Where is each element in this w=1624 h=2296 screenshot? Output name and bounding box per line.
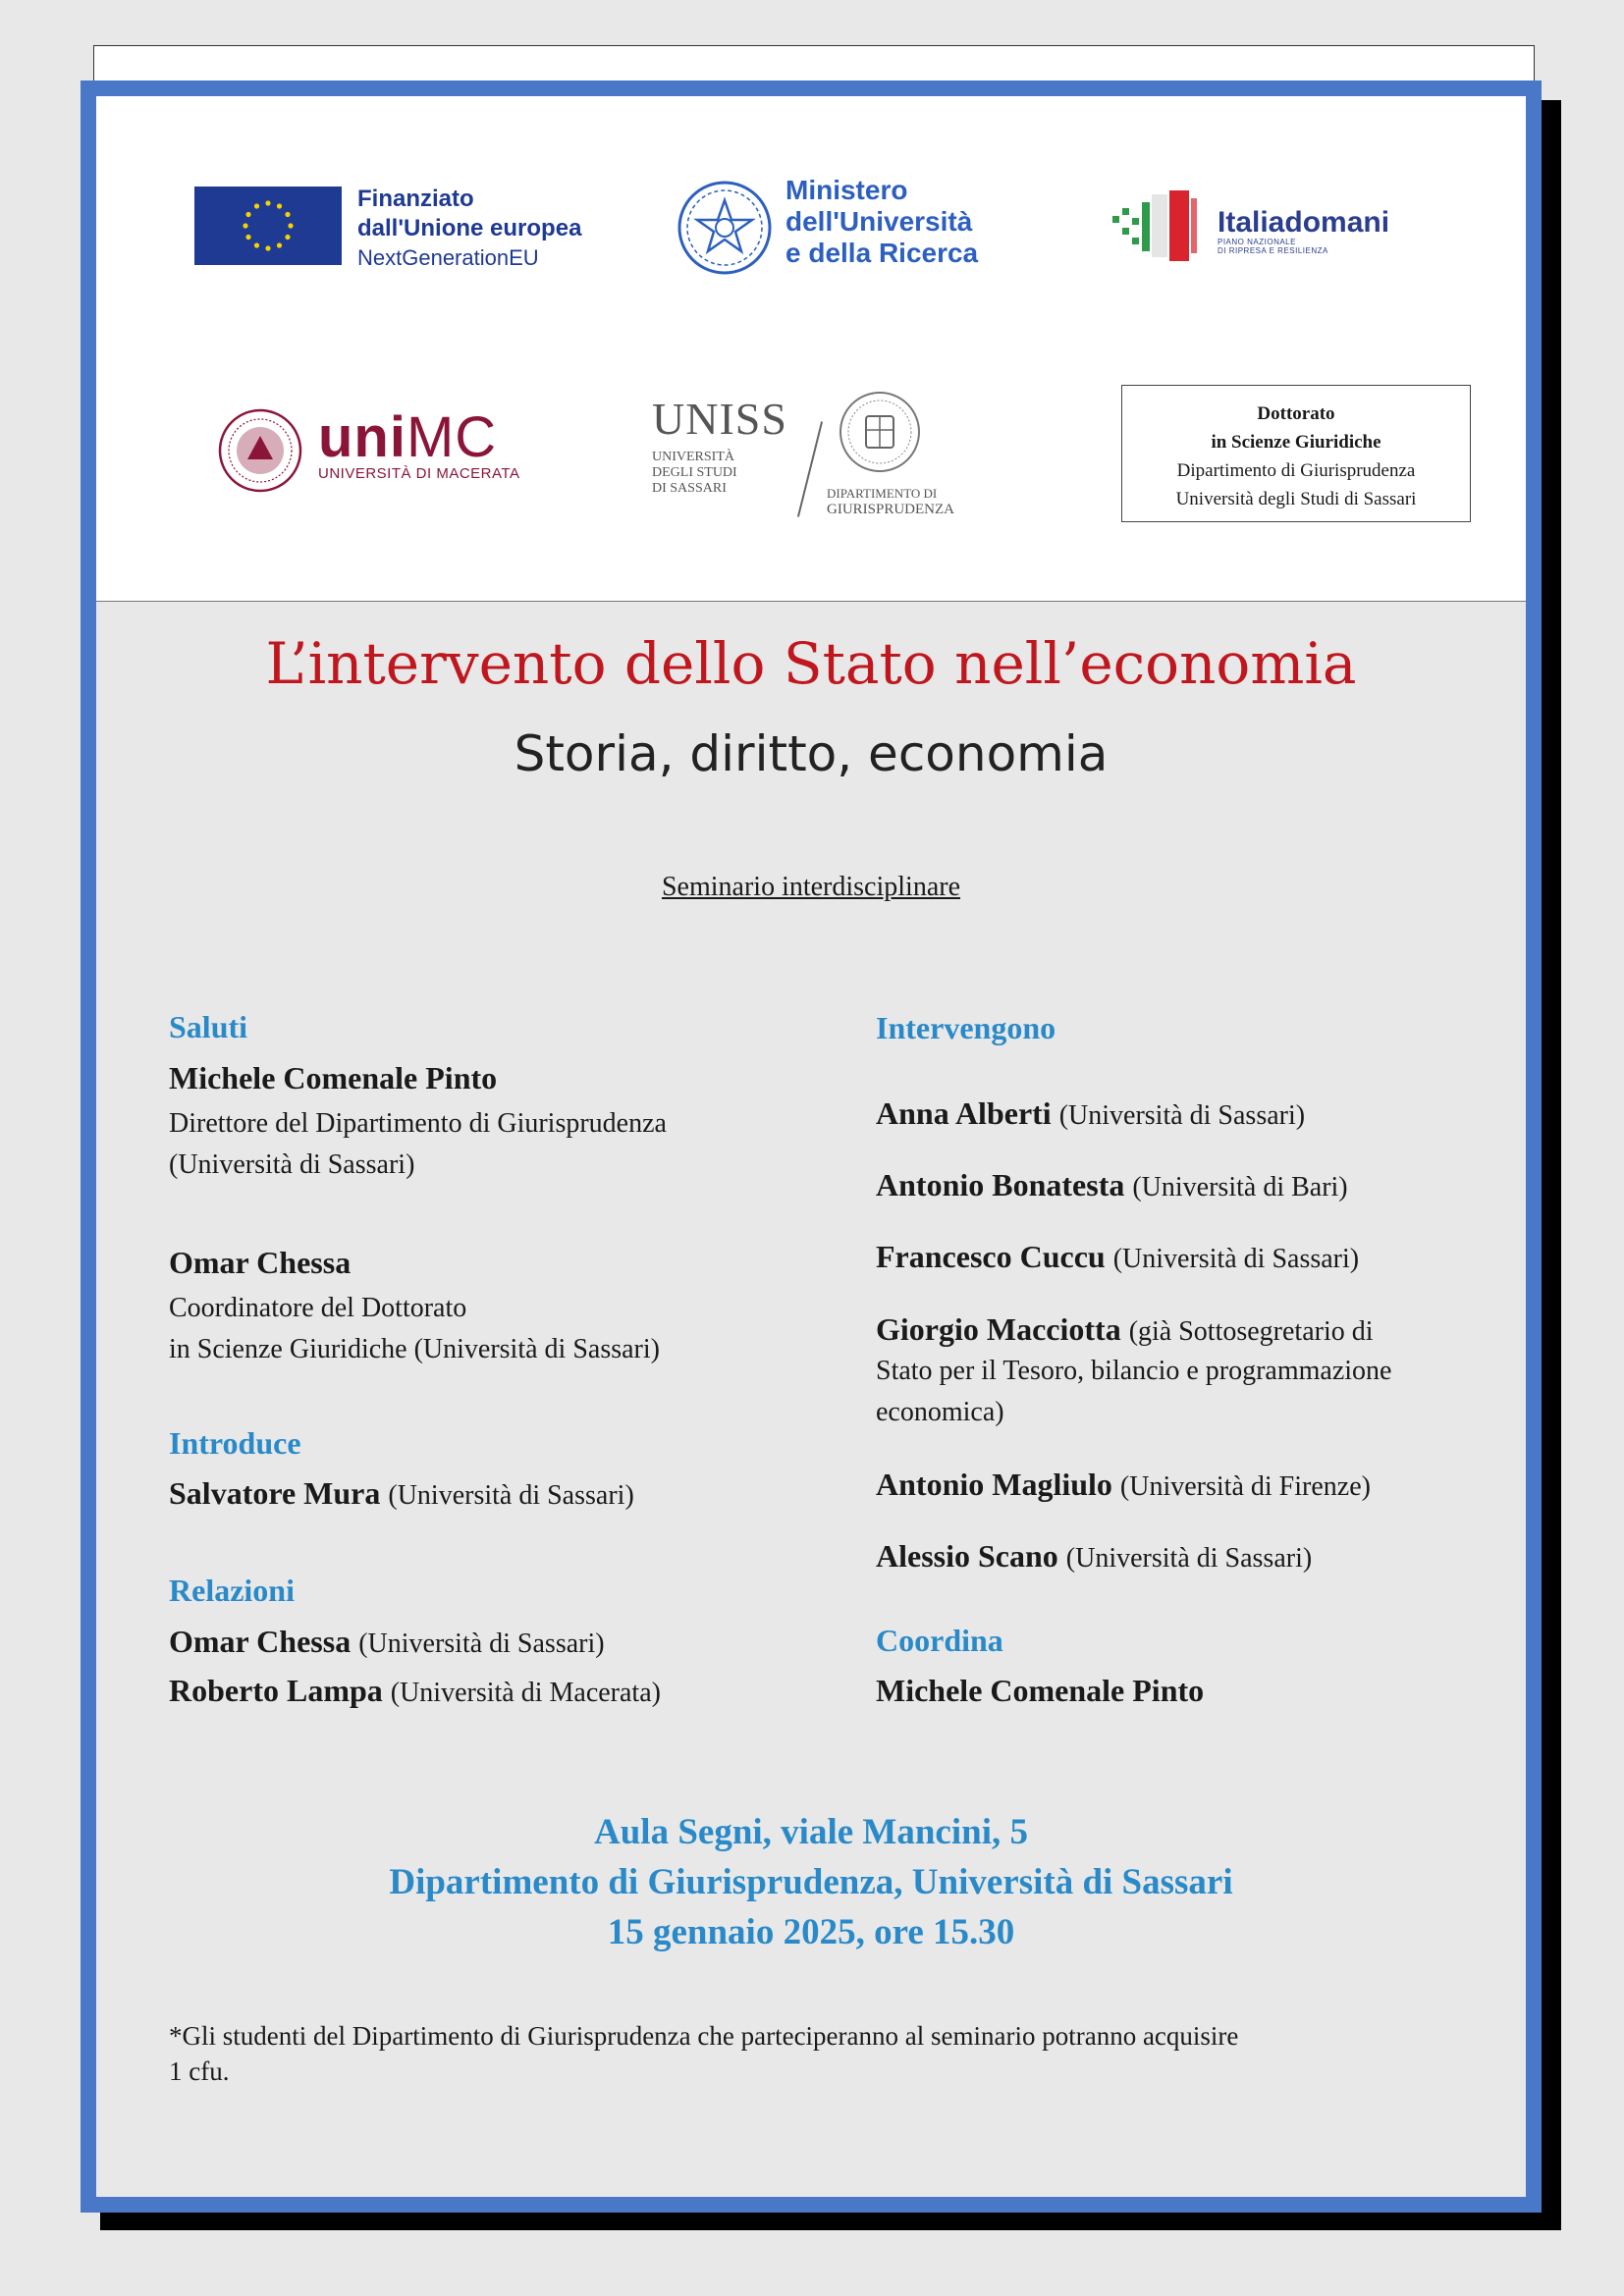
uniss-wordmark: UNISS — [652, 394, 787, 444]
relazioni-entry-1: Omar Chessa (Università di Sassari) — [169, 1624, 605, 1659]
dottorato-line2: in Scienze Giuridiche — [1211, 432, 1381, 453]
unimc-wordmark: uniMC — [318, 405, 498, 469]
mur-line2: dell'Università — [785, 206, 973, 237]
page-subtitle: Storia, diritto, economia — [514, 725, 1109, 782]
intervengono-entry-3: Francesco Cuccu (Università di Sassari) — [876, 1239, 1360, 1274]
dottorato-line1: Dottorato — [1257, 403, 1335, 424]
italia-domani-sub2: DI RIPRESA E RESILIENZA — [1218, 246, 1328, 255]
intervengono-entry-4-cont: Stato per il Tesoro, bilancio e programmazione economica) — [876, 1356, 1392, 1427]
introduce-heading: Introduce — [169, 1425, 301, 1461]
dottorato-line4: Università degli Studi di Sassari — [1175, 489, 1417, 509]
saluti-desc-1: Direttore del Dipartimento di Giurisprudenza (Università di Sassari) — [169, 1108, 667, 1180]
dottorato-line3: Dipartimento di Giurisprudenza — [1176, 460, 1416, 481]
saluti-heading: Saluti — [169, 1009, 248, 1044]
uniss-department: DIPARTIMENTO DI GIURISPRUDENZA — [827, 486, 955, 517]
intervengono-entry-5: Antonio Magliulo (Università di Firenze) — [876, 1467, 1371, 1502]
introduce-entry: Salvatore Mura (Università di Sassari) — [169, 1475, 634, 1511]
saluti-name-2: Omar Chessa — [169, 1245, 352, 1280]
intervengono-entry-6: Alessio Scano (Università di Sassari) — [876, 1538, 1313, 1574]
page-title: L’intervento dello Stato nell’economia — [265, 630, 1357, 697]
saluti-name-1: Michele Comenale Pinto — [169, 1060, 498, 1095]
eu-stars-icon — [194, 187, 342, 265]
saluti-desc-2: Coordinatore del Dottorato in Scienze Giuridiche (Università di Sassari) — [169, 1293, 660, 1364]
eu-line2: dall'Unione europea — [357, 215, 582, 241]
italia-domani-text — [1218, 208, 1389, 255]
relazioni-entry-2: Roberto Lampa (Università di Macerata) — [169, 1673, 661, 1708]
coordina-name: Michele Comenale Pinto — [876, 1673, 1205, 1708]
mur-line3: e della Ricerca — [785, 238, 979, 268]
unimc-logo-text — [318, 405, 520, 483]
italia-domani-name: Italiadomani — [1218, 206, 1390, 239]
intervengono-heading: Intervengono — [876, 1010, 1056, 1045]
intervengono-entry-4: Giorgio Macciotta (già Sottosegretario di — [876, 1311, 1374, 1347]
eu-logo-text — [357, 185, 581, 273]
uniss-seal-icon — [839, 391, 921, 473]
logo-area — [96, 96, 1526, 602]
credit-note: *Gli studenti del Dipartimento di Giurisprudenza che parteciperanno al seminario potranno acquisire 1 cfu. — [169, 2021, 1239, 2086]
intervengono-entry-2: Antonio Bonatesta (Università di Bari) — [876, 1167, 1348, 1202]
poster-frame — [81, 80, 1542, 2213]
intervengono-entry-1: Anna Alberti (Università di Sassari) — [876, 1095, 1306, 1131]
mur-logo-text — [785, 175, 978, 269]
dottorato-box — [1121, 385, 1471, 522]
italia-domani-flag-icon — [1110, 188, 1209, 263]
uniss-divider — [797, 421, 823, 517]
coordina-heading: Coordina — [876, 1623, 1003, 1658]
eu-flag-logo — [194, 187, 342, 265]
venue-line-3: 15 gennaio 2025, ore 15.30 — [607, 1912, 1015, 1952]
seminar-label: Seminario interdisciplinare — [661, 872, 961, 902]
eu-line3: NextGenerationEU — [357, 245, 539, 270]
italia-domani-sub1: PIANO NAZIONALE — [1218, 238, 1296, 246]
uniss-subtitle: UNIVERSITÀ DEGLI STUDI DI SASSARI — [652, 450, 737, 496]
mur-line1: Ministero — [785, 175, 908, 205]
unimc-caption: UNIVERSITÀ DI MACERATA — [318, 465, 520, 482]
italian-republic-emblem-icon — [676, 179, 774, 277]
unimc-seal-icon — [218, 408, 302, 493]
venue-line-1: Aula Segni, viale Mancini, 5 — [594, 1812, 1028, 1852]
relazioni-heading: Relazioni — [169, 1573, 295, 1608]
venue-line-2: Dipartimento di Giurisprudenza, Università di Sassari — [389, 1862, 1233, 1902]
eu-line1: Finanziato — [357, 186, 474, 212]
